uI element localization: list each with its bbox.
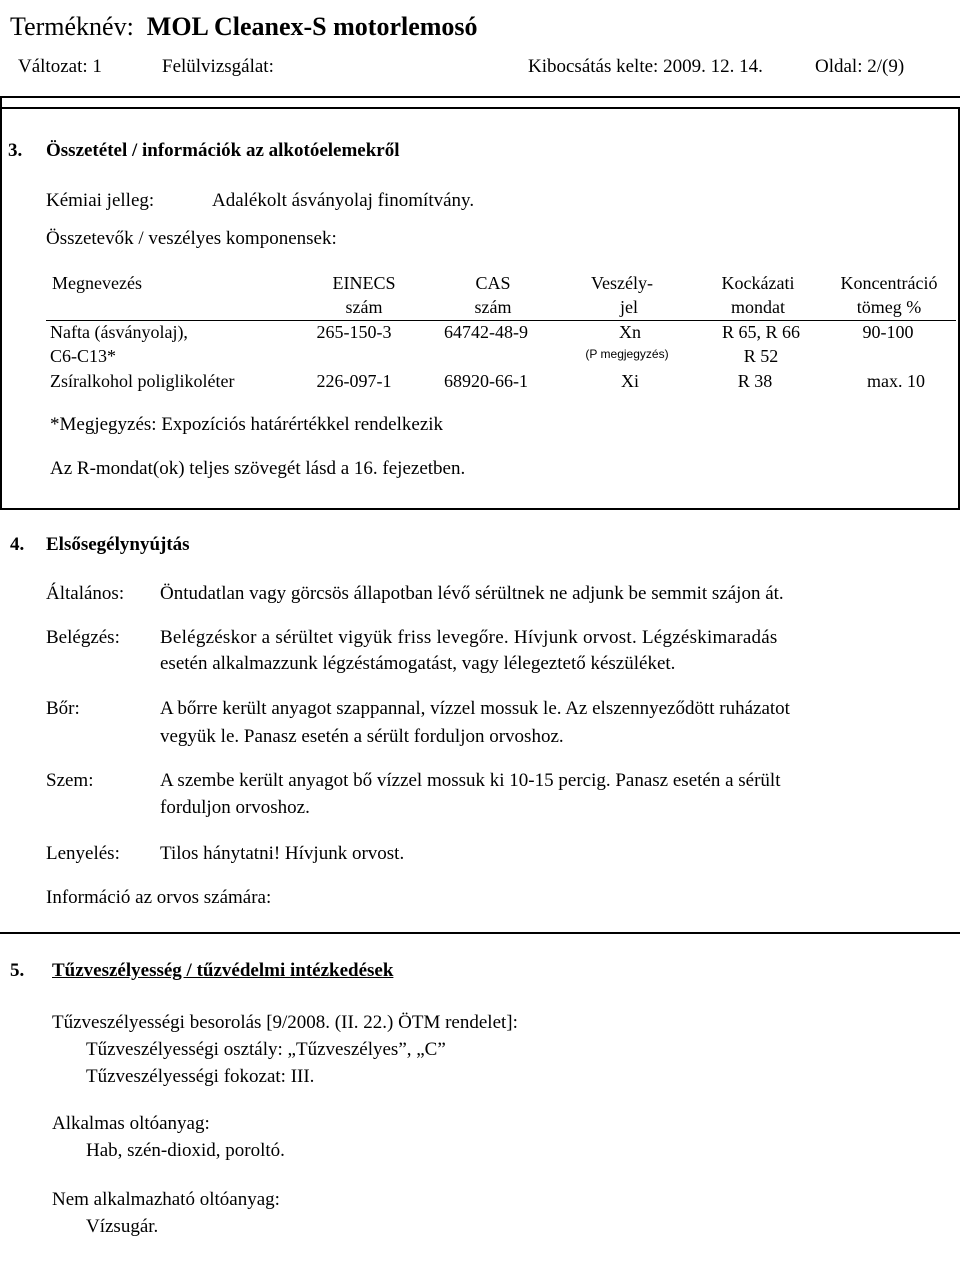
version: Változat: 1 [18, 56, 102, 77]
page-number: Oldal: 2/(9) [815, 56, 905, 77]
box-connector [0, 96, 2, 109]
first-aid-skin-text-1: A bőrre került anyagot szappannal, vízzel mossuk le. Az elszennyeződött ruházatot [160, 698, 790, 719]
suitable-media-value: Hab, szén-dioxid, poroltó. [86, 1140, 285, 1161]
row1-cas: 64742-48-9 [444, 322, 528, 342]
suitable-media-label: Alkalmas oltóanyag: [52, 1113, 210, 1134]
col-header-symbol-2: jel [620, 297, 638, 317]
row1-symbol: Xn [619, 322, 641, 342]
section-5-number: 5. [10, 960, 25, 981]
row2-conc: max. 10 [867, 371, 925, 391]
section-5-rule [0, 932, 960, 934]
issue-date: Kibocsátás kelte: 2009. 12. 14. [528, 56, 763, 77]
doctor-info-label: Információ az orvos számára: [46, 887, 272, 908]
first-aid-eye-text-1: A szembe került anyagot bő vízzel mossuk ki 10-15 percig. Panasz esetén a sérült [160, 770, 781, 791]
row1-symbol-note: (P megjegyzés) [585, 347, 669, 361]
first-aid-ingestion-text: Tilos hánytatni! Hívjunk orvost. [160, 843, 405, 864]
col-header-name: Megnevezés [52, 273, 142, 293]
col-header-risk-2: mondat [731, 297, 785, 317]
r-text-reference: Az R-mondat(ok) teljes szövegét lásd a 16. fejezetben. [50, 458, 466, 479]
first-aid-eye-text-2: forduljon orvoshoz. [160, 797, 310, 818]
col-header-symbol: Veszély- [591, 273, 653, 293]
table-note: *Megjegyzés: Expozíciós határértékkel rendelkezik [50, 414, 444, 435]
row1-einecs: 265-150-3 [316, 322, 392, 342]
product-label: Terméknév: [10, 12, 134, 41]
chem-label: Kémiai jelleg: [46, 190, 155, 211]
row1-name: Nafta (ásványolaj), [50, 322, 188, 342]
col-header-conc: Koncentráció [840, 273, 938, 293]
unsuitable-media-label: Nem alkalmazható oltóanyag: [52, 1189, 280, 1210]
col-header-einecs: EINECS [332, 273, 396, 293]
col-header-einecs-2: szám [345, 297, 383, 317]
section-3-title: Összetétel / információk az alkotóelemekről [46, 140, 400, 161]
fire-class: Tűzveszélyességi osztály: „Tűzveszélyes”, „C” [86, 1039, 446, 1060]
first-aid-general-label: Általános: [46, 583, 125, 604]
fire-grade: Tűzveszélyességi fokozat: III. [86, 1066, 315, 1087]
first-aid-ingestion-label: Lenyelés: [46, 843, 120, 864]
product-name-line [10, 12, 478, 42]
col-header-cas-2: szám [474, 297, 512, 317]
chem-value: Adalékolt ásványolaj finomítvány. [212, 190, 475, 211]
row2-name: Zsíralkohol poliglikoléter [50, 371, 235, 391]
col-header-risk: Kockázati [721, 273, 795, 293]
row1-conc: 90-100 [862, 322, 914, 342]
section-4-number: 4. [10, 534, 25, 555]
col-header-cas: CAS [475, 273, 511, 293]
header-rule [0, 96, 960, 98]
review-label: Felülvizsgálat: [162, 56, 274, 77]
first-aid-skin-label: Bőr: [46, 698, 80, 719]
first-aid-inhalation-text-1: Belégzéskor a sérültet vigyük friss levegőre. Hívjunk orvost. Légzéskimaradás [160, 627, 778, 648]
section-3-number: 3. [8, 140, 23, 161]
first-aid-general-text: Öntudatlan vagy görcsös állapotban lévő sérültnek ne adjunk be semmit szájon át. [160, 583, 784, 604]
row1-name-2: C6-C13* [50, 346, 117, 366]
row2-symbol: Xi [621, 371, 639, 391]
row1-risk-2: R 52 [743, 346, 779, 366]
table-header-rule [46, 320, 956, 321]
section-5-title: Tűzveszélyesség / tűzvédelmi intézkedések [52, 960, 394, 981]
components-label: Összetevők / veszélyes komponensek: [46, 228, 337, 249]
row2-cas: 68920-66-1 [444, 371, 528, 391]
row2-risk: R 38 [737, 371, 773, 391]
first-aid-inhalation-label: Belégzés: [46, 627, 120, 648]
fire-classification: Tűzveszélyességi besorolás [9/2008. (II. 22.) ÖTM rendelet]: [52, 1012, 518, 1033]
col-header-conc-2: tömeg % [856, 297, 922, 317]
first-aid-skin-text-2: vegyük le. Panasz esetén a sérült forduljon orvoshoz. [160, 726, 564, 747]
unsuitable-media-value: Vízsugár. [86, 1216, 159, 1237]
section-4-title: Elsősegélynyújtás [46, 534, 190, 555]
row1-risk: R 65, R 66 [721, 322, 801, 342]
first-aid-inhalation-text-2: esetén alkalmazzunk légzéstámogatást, vagy lélegeztető készüléket. [160, 653, 676, 674]
row2-einecs: 226-097-1 [316, 371, 392, 391]
first-aid-eye-label: Szem: [46, 770, 94, 791]
product-name: MOL Cleanex-S motorlemosó [146, 12, 478, 41]
